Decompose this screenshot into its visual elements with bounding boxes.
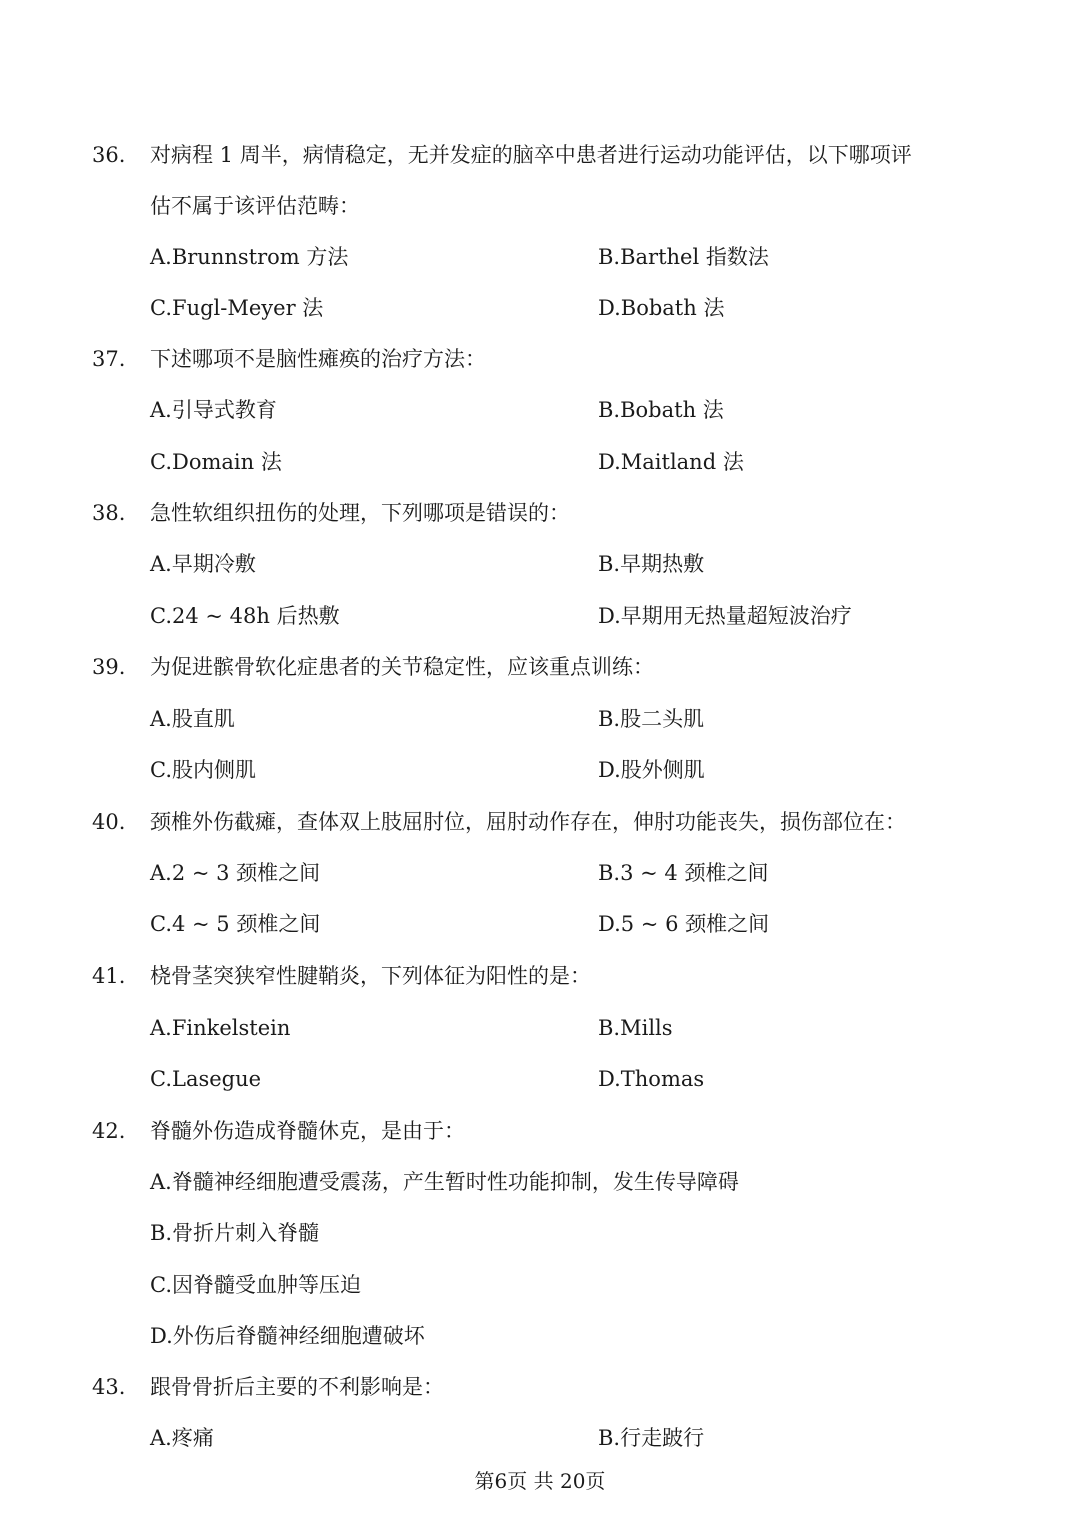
question-number: 43. [92,1375,126,1399]
option-c: C.24 ~ 48h 后热敷 [150,604,340,628]
question-stem: 脊髓外伤造成脊髓休克，是由于： [150,1119,465,1143]
question-number: 38. [92,501,126,525]
question-stem: 桡骨茎突狭窄性腱鞘炎，下列体征为阳性的是： [150,964,591,988]
question-number: 41. [92,964,126,988]
option-b: B.行走跛行 [598,1426,705,1450]
option-b: B.Barthel 指数法 [598,245,769,269]
question-stem: 下述哪项不是脑性瘫痪的治疗方法： [150,347,486,371]
option-a: A.脊髓神经细胞遭受震荡，产生暂时性功能抑制，发生传导障碍 [150,1170,739,1194]
option-b: B.早期热敷 [598,552,705,576]
option-a: A.引导式教育 [150,398,277,422]
question-stem: 对病程 1 周半，病情稳定，无并发症的脑卒中患者进行运动功能评估，以下哪项评 [150,143,912,167]
option-d: D.Thomas [598,1067,705,1091]
option-a: A.2 ~ 3 颈椎之间 [150,861,321,885]
question-number: 37. [92,347,126,371]
option-b: B.Bobath 法 [598,398,724,422]
option-d: D.5 ~ 6 颈椎之间 [598,912,770,936]
option-c: C.4 ~ 5 颈椎之间 [150,912,321,936]
question-number: 40. [92,810,126,834]
option-c: C.Lasegue [150,1067,262,1091]
question-number: 39. [92,655,126,679]
option-d: D.Maitland 法 [598,450,744,474]
option-a: A.早期冷敷 [150,552,256,576]
question-stem: 急性软组织扭伤的处理，下列哪项是错误的： [150,501,570,525]
option-a: A.Finkelstein [150,1016,291,1040]
option-c: C.因脊髓受血肿等压迫 [150,1273,361,1297]
question-number: 36. [92,143,126,167]
option-a: A.疼痛 [150,1426,214,1450]
option-c: C.Fugl-Meyer 法 [150,296,324,320]
option-b: B.股二头肌 [598,707,705,731]
option-c: C.Domain 法 [150,450,282,474]
option-c: C.股内侧肌 [150,758,256,782]
option-a: A.Brunnstrom 方法 [150,245,349,269]
option-d: D.股外侧肌 [598,758,705,782]
option-b: B.3 ~ 4 颈椎之间 [598,861,769,885]
question-stem: 为促进髌骨软化症患者的关节稳定性，应该重点训练： [150,655,654,679]
option-b: B.Mills [598,1016,673,1040]
option-d: D.Bobath 法 [598,296,725,320]
question-number: 42. [92,1119,126,1143]
question-stem: 颈椎外伤截瘫，查体双上肢屈肘位，屈肘动作存在，伸肘功能丧失，损伤部位在： [150,810,906,834]
option-d: D.外伤后脊髓神经细胞遭破坏 [150,1324,425,1348]
question-stem: 估不属于该评估范畴： [150,194,360,218]
option-d: D.早期用无热量超短波治疗 [598,604,852,628]
option-a: A.股直肌 [150,707,235,731]
page-footer: 第6页 共 20页 [474,1469,606,1493]
question-stem: 跟骨骨折后主要的不利影响是： [150,1375,444,1399]
option-b: B.骨折片刺入脊髓 [150,1221,320,1245]
